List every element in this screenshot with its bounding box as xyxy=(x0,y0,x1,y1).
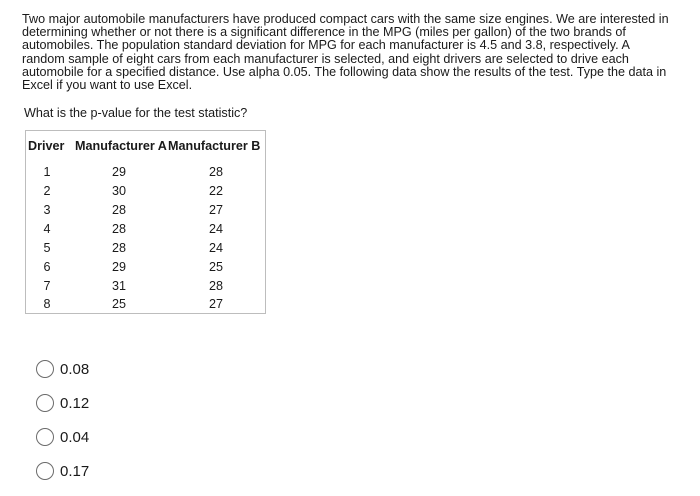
manufacturer-a-cell: 31 xyxy=(111,279,126,293)
driver-cell: 6 xyxy=(43,260,51,274)
driver-cell: 7 xyxy=(43,279,51,293)
answer-option[interactable] xyxy=(36,425,156,449)
answer-option[interactable] xyxy=(36,459,156,483)
driver-cell: 2 xyxy=(43,184,51,198)
radio-button[interactable] xyxy=(36,360,54,378)
header-manufacturer-b: Manufacturer B xyxy=(168,139,261,153)
driver-cell: 1 xyxy=(43,165,51,179)
table-row xyxy=(26,222,265,240)
option-label[interactable]: 0.04 xyxy=(60,428,90,446)
table-row xyxy=(26,203,265,221)
driver-cell: 4 xyxy=(43,222,51,236)
driver-cell: 3 xyxy=(43,203,51,217)
manufacturer-b-cell: 27 xyxy=(208,297,223,311)
manufacturer-a-cell: 29 xyxy=(111,165,126,179)
option-label[interactable]: 0.17 xyxy=(60,462,90,480)
table-row xyxy=(26,184,265,202)
header-driver: Driver xyxy=(28,139,65,153)
radio-button[interactable] xyxy=(36,428,54,446)
data-table xyxy=(25,130,266,314)
header-manufacturer-a: Manufacturer A xyxy=(75,139,167,153)
driver-cell: 5 xyxy=(43,241,51,255)
radio-button[interactable] xyxy=(36,394,54,412)
table-row xyxy=(26,297,265,315)
table-row xyxy=(26,279,265,297)
manufacturer-b-cell: 24 xyxy=(208,241,223,255)
table-row xyxy=(26,241,265,259)
option-label[interactable]: 0.12 xyxy=(60,394,90,412)
driver-cell: 8 xyxy=(43,297,51,311)
question-text: What is the p-value for the test statistic? xyxy=(24,106,248,120)
manufacturer-b-cell: 28 xyxy=(208,279,223,293)
manufacturer-b-cell: 28 xyxy=(208,165,223,179)
manufacturer-a-cell: 25 xyxy=(111,297,126,311)
manufacturer-a-cell: 30 xyxy=(111,184,126,198)
option-label[interactable]: 0.08 xyxy=(60,360,90,378)
radio-button[interactable] xyxy=(36,462,54,480)
problem-text: Two major automobile manufacturers have produced compact cars with the same size engines. We are interested in determining whether or not there is a significant difference in the MPG (miles per gallon) of the two brands of automobiles. The population standard deviation for MPG for each manufacturer is 4.5 and 3.8, respectively. A random sample of eight cars from each manufacturer is selected, and eight drivers are selected to drive each automobile for a specified distance. Use alpha 0.05. The following data show the results of the test. Type the data in Excel if you want to use Excel. xyxy=(22,12,669,93)
manufacturer-b-cell: 25 xyxy=(208,260,223,274)
manufacturer-a-cell: 28 xyxy=(111,241,126,255)
table-row xyxy=(26,260,265,278)
manufacturer-b-cell: 24 xyxy=(208,222,223,236)
manufacturer-b-cell: 22 xyxy=(208,184,223,198)
table-row xyxy=(26,165,265,183)
manufacturer-a-cell: 28 xyxy=(111,203,126,217)
manufacturer-b-cell: 27 xyxy=(208,203,223,217)
manufacturer-a-cell: 28 xyxy=(111,222,126,236)
answer-option[interactable] xyxy=(36,357,156,381)
manufacturer-a-cell: 29 xyxy=(111,260,126,274)
answer-option[interactable] xyxy=(36,391,156,415)
